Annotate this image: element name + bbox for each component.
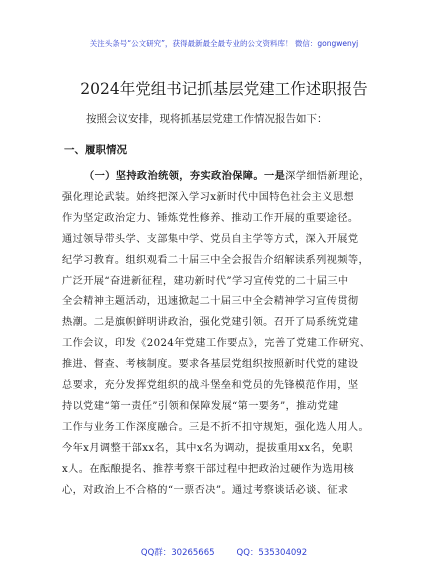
qq-group-text: QQ群：30265665 xyxy=(140,548,215,558)
body-paragraph xyxy=(62,166,388,502)
subheading-lead: （一）坚持政治统领，夯实政治保障。一是 xyxy=(84,170,286,182)
qq-number-text: QQ：535304092 xyxy=(236,548,308,558)
paragraph-text: 深学细悟新理论， xyxy=(285,171,370,182)
paragraph-line: 总要求，充分发挥党组织的战斗堡垒和党员的先锋模范作用，坚 xyxy=(62,380,359,392)
paragraph-line: 广泛开展“奋进新征程，建功新时代”学习宣传党的二十届三中 xyxy=(62,275,349,287)
paragraph-line: 心，对政治上不合格的“一票否决”。通过考察谈话必谈、征求 xyxy=(62,484,349,496)
paragraph-line: 通过领导带头学、支部集中学、党员自主学等方式，深入开展党 xyxy=(62,233,359,245)
paragraph-line xyxy=(62,166,388,188)
header-banner: 关注头条号“公文研究”，获得最新最全最专业的公文资料库！ 微信：gongwenyj xyxy=(89,39,359,48)
paragraph-line: 全会精神主题活动，迅速掀起二十届三中全会精神学习宣传贯彻 xyxy=(62,296,359,308)
paragraph-line: 工作会议，印发《2024年党建工作要点》，完善了党建工作研究、 xyxy=(62,338,371,350)
footer-contact xyxy=(0,546,448,558)
paragraph-line: x人。在酝酿提名、推荐考察干部过程中把政治过硬作为选用核 xyxy=(62,463,355,475)
paragraph-line: 持以党建“第一责任”引领和保障发展“第一要务”，推动党建 xyxy=(62,400,339,412)
paragraph-line: 作为坚定政治定力、锤炼党性修养、推动工作开展的重要途径。 xyxy=(62,212,359,224)
intro-paragraph: 按照会议安排，现将抓基层党建工作情况报告如下： xyxy=(86,113,328,125)
section-heading: 一、履职情况 xyxy=(64,144,127,156)
paragraph-line: 今年x月调整干部xx名，其中x名为调动，提拔重用xx名，免职 xyxy=(62,442,353,454)
paragraph-line: 纪学习教育。组织观看二十届三中全会报告介绍解读系列视频等， xyxy=(62,254,370,266)
paragraph-line: 推进、督查、考核制度。要求各基层党组织按照新时代党的建设 xyxy=(62,359,359,371)
paragraph-line: 热潮。二是旗帜鲜明讲政治，强化党建引领。召开了局系统党建 xyxy=(62,317,359,329)
page-title: 2024年党组书记抓基层党建工作述职报告 xyxy=(80,80,368,98)
paragraph-line: 强化理论武装。始终把深入学习x新时代中国特色社会主义思想 xyxy=(62,191,355,203)
paragraph-line: 工作与业务工作深度融合。三是不折不扣守规矩，强化选人用人。 xyxy=(62,421,370,433)
